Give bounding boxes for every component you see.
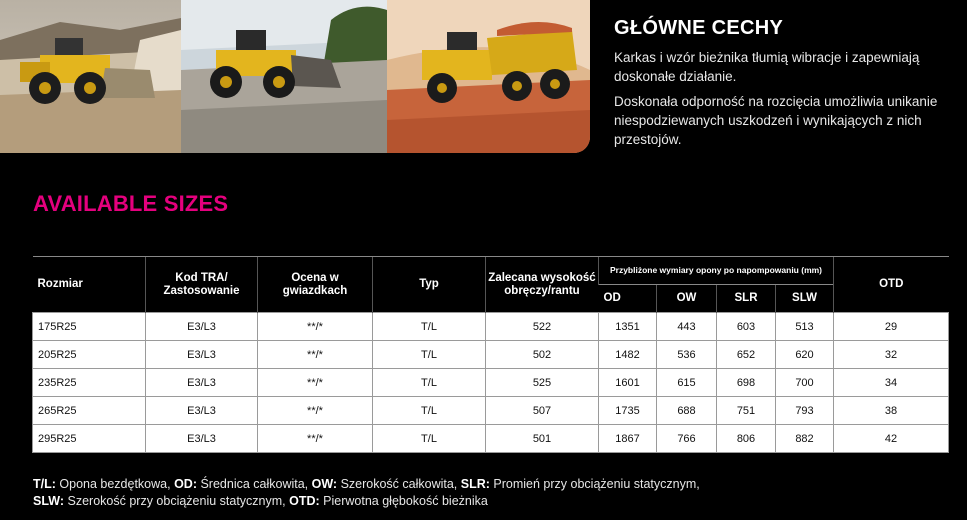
header-dimensions-group: Przybliżone wymiary opony po napompowaniu (mm) <box>599 257 834 285</box>
cell-rozmiar: 235R25 <box>33 369 146 397</box>
legend-abbr: OW: <box>311 477 338 491</box>
cell-kod: E3/L3 <box>146 397 258 425</box>
header-ocena: Ocena w gwiazdkach <box>258 257 373 313</box>
cell-kod: E3/L3 <box>146 369 258 397</box>
cell-typ: T/L <box>373 313 486 341</box>
header-photo-strip <box>0 0 590 153</box>
cell-otd: 42 <box>834 425 949 453</box>
cell-rozmiar: 265R25 <box>33 397 146 425</box>
table-row <box>33 397 949 425</box>
cell-otd: 34 <box>834 369 949 397</box>
cell-typ: T/L <box>373 369 486 397</box>
table-row <box>33 341 949 369</box>
cell-ocena: **/* <box>258 341 373 369</box>
cell-rozmiar: 175R25 <box>33 313 146 341</box>
cell-od: 1735 <box>599 397 657 425</box>
cell-slw: 620 <box>776 341 834 369</box>
header-kod <box>146 257 258 313</box>
cell-slr: 751 <box>717 397 776 425</box>
articulated-dump-truck-photo <box>387 0 590 153</box>
cell-slr: 652 <box>717 341 776 369</box>
cell-zalecana: 501 <box>486 425 599 453</box>
cell-ocena: **/* <box>258 369 373 397</box>
legend-text: Średnica całkowita, <box>196 477 312 491</box>
cell-ocena: **/* <box>258 397 373 425</box>
header-otd: OTD <box>834 257 949 313</box>
cell-kod: E3/L3 <box>146 341 258 369</box>
cell-zalecana: 502 <box>486 341 599 369</box>
header-ow: OW <box>657 285 717 313</box>
cell-ow: 688 <box>657 397 717 425</box>
header-rozmiar: Rozmiar <box>33 257 146 313</box>
legend-text: Pierwotna głębokość bieżnika <box>319 494 488 508</box>
cell-zalecana: 525 <box>486 369 599 397</box>
cell-zalecana: 507 <box>486 397 599 425</box>
cell-od: 1601 <box>599 369 657 397</box>
cell-od: 1482 <box>599 341 657 369</box>
feature-paragraph: Doskonała odporność na rozcięcia umożliwia unikanie niespodziewanych uszkodzeń i wynikających z nich przestojów. <box>614 94 938 147</box>
header-slw: SLW <box>776 285 834 313</box>
cell-rozmiar: 205R25 <box>33 341 146 369</box>
cell-slw: 882 <box>776 425 834 453</box>
cell-ow: 536 <box>657 341 717 369</box>
legend-text: Szerokość przy obciążeniu statycznym, <box>64 494 290 508</box>
legend-abbr: T/L: <box>33 477 56 491</box>
cell-typ: T/L <box>373 397 486 425</box>
header-typ: Typ <box>373 257 486 313</box>
sizes-table-container <box>32 256 948 453</box>
legend-text: Szerokość całkowita, <box>337 477 461 491</box>
table-row <box>33 369 949 397</box>
header-zalecana: Zalecana wysokość obręczy/rantu <box>486 257 599 313</box>
cell-kod: E3/L3 <box>146 313 258 341</box>
sizes-table <box>32 256 949 453</box>
abbreviations-legend <box>33 476 953 510</box>
main-features-section <box>614 17 954 155</box>
cell-slw: 700 <box>776 369 834 397</box>
cell-ocena: **/* <box>258 425 373 453</box>
cell-ow: 766 <box>657 425 717 453</box>
cell-od: 1351 <box>599 313 657 341</box>
legend-abbr: SLW: <box>33 494 65 508</box>
cell-typ: T/L <box>373 425 486 453</box>
cell-typ: T/L <box>373 341 486 369</box>
cell-kod: E3/L3 <box>146 425 258 453</box>
cell-slr: 698 <box>717 369 776 397</box>
table-row <box>33 313 949 341</box>
cell-ow: 615 <box>657 369 717 397</box>
cell-otd: 38 <box>834 397 949 425</box>
available-sizes-title: AVAILABLE SIZES <box>33 191 229 216</box>
header-kod-label: Kod TRA/ Zastosowanie <box>163 271 240 297</box>
wheel-loader-photo <box>0 0 181 153</box>
cell-ocena: **/* <box>258 313 373 341</box>
cell-rozmiar: 295R25 <box>33 425 146 453</box>
cell-ow: 443 <box>657 313 717 341</box>
legend-abbr: OTD: <box>289 494 320 508</box>
legend-abbr: SLR: <box>460 477 490 491</box>
cell-slr: 806 <box>717 425 776 453</box>
cell-slw: 793 <box>776 397 834 425</box>
feature-paragraph: Karkas i wzór bieżnika tłumią wibracje i zapewniają doskonałe działanie. <box>614 50 920 84</box>
legend-text: Opona bezdętkowa, <box>55 477 175 491</box>
cell-zalecana: 522 <box>486 313 599 341</box>
cell-slr: 603 <box>717 313 776 341</box>
main-features-title: GŁÓWNE CECHY <box>614 17 784 39</box>
cell-otd: 29 <box>834 313 949 341</box>
header-slr: SLR <box>717 285 776 313</box>
table-row <box>33 425 949 453</box>
cell-od: 1867 <box>599 425 657 453</box>
cell-otd: 32 <box>834 341 949 369</box>
header-od: OD <box>599 285 657 313</box>
legend-text: Promień przy obciążeniu statycznym, <box>489 477 700 491</box>
wheel-loader-photo-2 <box>181 0 387 153</box>
cell-slw: 513 <box>776 313 834 341</box>
legend-abbr: OD: <box>174 477 197 491</box>
